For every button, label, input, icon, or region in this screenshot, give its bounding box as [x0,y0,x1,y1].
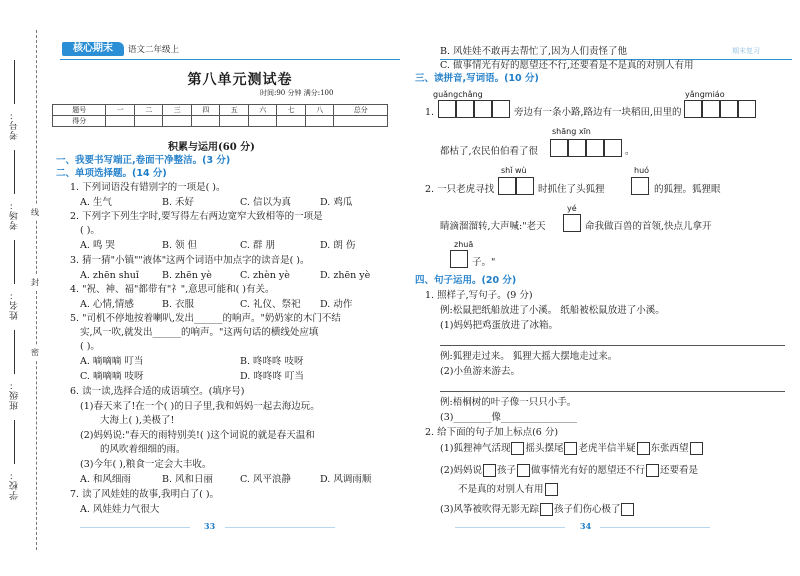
header-rule-left [60,59,400,60]
r4-question-2: 2. 给下面的句子加上标点(6 分) [425,427,559,438]
r2-text-1: 2. 一只老虎寻找 [425,184,495,195]
answer-line-2[interactable] [440,391,785,392]
score-cell: 七 [277,105,306,116]
page-bar-right-b [600,527,710,528]
punct-box[interactable] [646,464,659,477]
score-cell: 六 [248,105,277,116]
answer-box[interactable] [684,100,702,118]
answer-box[interactable] [738,100,756,118]
school-line[interactable] [14,420,15,464]
q2-option-a[interactable]: A. 鸣 哭 [80,240,115,251]
score-cell: 二 [134,105,163,116]
answer-box[interactable] [498,177,516,195]
pinyin-shiwu: shǐ wù [501,166,527,175]
punct-1-part-3: 老虎半信半疑 [578,443,636,454]
q3-option-a[interactable]: A. zhēn shuǐ [80,270,139,281]
answer-box[interactable] [456,100,474,118]
r1-text: 旁边有一条小路,路边有一块稻田,田里的 [514,107,682,118]
score-input[interactable] [248,116,277,127]
score-cell: 一 [106,105,135,116]
brand-subtitle: 语文二年级上 [128,45,180,55]
r2-text-2: 时抓住了头狐狸 [538,184,605,195]
question-6-1-line2: 大海上( ),美极了! [100,415,175,426]
r4-prompt-1: (1)妈妈把鸡蛋放进了冰箱。 [440,320,558,331]
cut-line [36,30,37,550]
page-number-right: 34 [580,521,592,531]
pinyin-shangxin: shāng xīn [552,127,591,136]
question-3: 3. 猜一猜"小镇""液体"这两个词语中加点字的读音是( )。 [70,255,310,266]
section-1-title: 一、我要书写端正,卷面干净整洁。(3 分) [56,155,231,166]
section-2-title: 二、单项选择题。(14 分) [56,168,167,179]
punct-sentence-1 [440,442,704,455]
punct-sentence-3 [440,503,635,516]
question-6-2: (2)妈妈说:"春天的雨特别美!( )这个词说的就是春天温和 [80,430,315,441]
q1-option-a[interactable]: A. 生气 [80,197,112,208]
score-cell: 五 [220,105,249,116]
question-6-3: (3)今年( ),粮食一定会大丰收。 [80,459,212,470]
answer-box[interactable] [438,100,456,118]
score-input[interactable] [163,116,192,127]
question-2-blank: ( )。 [80,225,100,236]
answer-box[interactable] [720,100,738,118]
question-7: 7. 读了风娃娃的故事,我明白了( )。 [70,489,220,500]
punct-box[interactable] [621,503,634,516]
q5-option-d[interactable]: D. 咚咚咚 叮当 [240,371,304,382]
score-input[interactable] [277,116,306,127]
answer-box[interactable] [550,139,568,157]
page-bar-left-a [80,527,190,528]
name-line[interactable] [14,240,15,284]
q4-option-c[interactable]: C. 礼仪、祭祀 [240,299,301,310]
punct-1-part-4: 东张西望 [650,443,689,454]
answer-box[interactable] [604,139,622,157]
label-school: 学校： [10,470,20,500]
r4-question-1: 1. 照样子,写句子。(9 分) [425,290,533,301]
q1-option-c[interactable]: C. 信以为真 [240,197,291,208]
label-class: 班级： [10,380,20,410]
r1-number: 1. [425,107,435,118]
label-exam-room: 考场： [10,200,20,230]
pinyin-yangmiao: yǎngmiáo [685,90,725,99]
q2-option-c[interactable]: C. 群 朋 [240,240,275,251]
q6-option-b[interactable]: B. 风和日丽 [162,474,214,485]
score-input[interactable] [191,116,220,127]
q6-option-d[interactable]: D. 风调雨顺 [320,474,372,485]
punct-1-part-2: 摇头摆尾 [525,443,564,454]
answer-box[interactable] [586,139,604,157]
pinyin-huo: huó [634,166,650,175]
score-input[interactable] [134,116,163,127]
brand-logo: 核心期末 [62,42,124,56]
q1-option-d[interactable]: D. 鸡瓜 [320,197,353,208]
punct-sentence-2 [440,464,698,477]
class-line[interactable] [14,330,15,374]
binding-margin [0,0,58,576]
punct-2-part-4: 还要看是 [660,465,699,476]
q6-option-c[interactable]: C. 风平浪静 [240,474,291,485]
exam-title: 第八单元测试卷 [187,72,293,88]
q6-option-a[interactable]: A. 和风细雨 [80,474,131,485]
q5-option-c[interactable]: C. 嘀嘀嘀 吱呀 [80,371,144,382]
page-bar-left-b [225,527,335,528]
score-input[interactable] [334,116,388,127]
page-number-left: 33 [204,521,216,531]
q2-option-d[interactable]: D. 朗 伤 [320,240,356,251]
question-5-line3: ( )。 [80,341,100,352]
q7-option-b[interactable]: B. 风娃娃不敢再去帮忙了,因为人们责怪了他 [440,46,628,57]
punct-2-part-3: 做事情光有好的愿望还不行 [530,465,645,476]
cut-mark-secret: 密 [31,345,39,360]
r1-end: 。 [625,146,635,157]
punct-box[interactable] [545,483,558,496]
punct-box[interactable] [540,503,553,516]
r4-prompt-3[interactable]: (3)________像________________ [440,412,577,423]
q5-option-a[interactable]: A. 嘀嘀嘀 叮当 [80,356,144,367]
punct-box[interactable] [564,442,577,455]
r2-text-6: 子。" [472,257,496,268]
exam-number-line[interactable] [14,60,15,104]
q5-option-b[interactable]: B. 咚咚咚 吱呀 [240,356,304,367]
score-table-score-row [53,116,388,127]
brand-header [62,42,182,58]
punct-2-part-5: 不是真的对别人有用 [458,484,544,495]
q3-option-c[interactable]: C. zhèn yè [240,270,290,281]
cut-mark-seal: 封 [31,275,39,290]
answer-box[interactable] [568,139,586,157]
score-cell: 题号 [53,105,106,116]
punct-3-part-2: 孩子们伤心极了 [553,504,621,515]
question-6: 6. 读一读,选择合适的成语填空。(填序号) [70,386,245,397]
question-5: 5. "司机不停地按着喇叭,发出______的响声。"奶奶家的木门不结 [70,313,341,324]
question-6-2-line2: 的风吹着细细的雨。 [100,444,186,455]
punct-1-part-1: (1)狐狸神气活现 [440,443,511,454]
punct-2-part-1: (2)妈妈说 [440,465,482,476]
r2-text-3: 的狐狸。狐狸眼 [654,184,721,195]
punct-box[interactable] [511,442,524,455]
score-cell: 八 [305,105,334,116]
page-bar-right-a [455,527,565,528]
pinyin-ye: yé [567,204,577,213]
q4-option-a[interactable]: A. 心情,情感 [80,299,134,310]
cut-mark-line: 线 [31,205,39,220]
question-2: 2. 下列字下列生字时,要写得左右两边宽窄大致相等的一项是 [70,211,323,222]
q4-option-b[interactable]: B. 衣服 [162,299,195,310]
score-input[interactable] [220,116,249,127]
answer-box[interactable] [631,177,649,195]
q2-option-b[interactable]: B. 领 但 [162,240,198,251]
score-input[interactable] [106,116,135,127]
r2-text-5: 命我做百兽的首领,快点儿拿开 [585,221,712,232]
section-4-title: 四、句子运用。(20 分) [415,275,517,286]
question-1: 1. 下列词语没有错别字的一项是( )。 [70,182,226,193]
part-title: 积累与运用(60 分) [168,142,255,153]
time-info: 时间:90 分钟 满分:100 [260,89,334,97]
pinyin-zhua: zhuā [454,240,474,249]
punct-3-part-1: (3)风筝被吹得无影无踪 [440,504,539,515]
answer-box[interactable] [516,177,534,195]
punct-2-part-2: 孩子 [496,465,516,476]
q3-option-b[interactable]: B. zhēn yè [162,270,212,281]
section-3-title: 三、读拼音,写词语。(10 分) [415,73,539,84]
label-name: 姓名： [10,290,20,320]
r4-example-1: 例:松鼠把纸船放进了小溪。 纸船被松鼠放进了小溪。 [440,305,665,316]
q3-option-d[interactable]: D. zhēn yè [320,270,371,281]
r4-example-3: 例:梧桐树的叶子像一只只小手。 [440,397,577,408]
r2-text-4: 睛滴溜溜转,大声喊:"老天 [440,221,546,232]
score-cell: 总分 [334,105,388,116]
question-4: 4. "祝、神、福"都带有"礻",意思可能和( )有关。 [70,284,275,295]
r4-example-2: 例:狐狸走过来。 狐狸大摇大摆地走过来。 [440,351,618,362]
punct-box[interactable] [637,442,650,455]
exam-room-line[interactable] [14,150,15,194]
r1-text-2: 都枯了,农民伯伯看了很 [440,146,539,157]
question-5-line2: 实,风一吹,就发出______的响声。"这两句话的横线处应填 [80,327,319,338]
score-table [52,104,388,127]
answer-box[interactable] [474,100,492,118]
punct-box[interactable] [517,464,530,477]
label-exam-number: 考号： [10,110,20,140]
answer-box[interactable] [702,100,720,118]
answer-line-1[interactable] [440,345,785,346]
q1-option-b[interactable]: B. 禾好 [162,197,195,208]
pinyin-guangchang: guǎngchǎng [433,90,483,99]
header-right-tag: 期末复习 [732,47,760,55]
r4-prompt-2: (2)小鱼游来游去。 [440,366,520,377]
q4-option-d[interactable]: D. 动作 [320,299,353,310]
punct-box[interactable] [483,464,496,477]
q7-option-c[interactable]: C. 做事情光有好的愿望还不行,还要看是不是真的对别人有用 [440,60,694,71]
answer-box[interactable] [563,214,581,232]
question-6-1: (1)春天来了!在一个( )的日子里,我和妈妈一起去海边玩。 [80,401,320,412]
punct-box[interactable] [690,442,703,455]
score-cell: 得分 [53,116,106,127]
punct-sentence-2-line2 [458,483,559,496]
score-input[interactable] [305,116,334,127]
answer-box[interactable] [450,250,468,268]
score-cell: 三 [163,105,192,116]
score-table-header-row [53,105,388,116]
score-cell: 四 [191,105,220,116]
q7-option-a[interactable]: A. 风娃娃力气很大 [80,504,160,515]
answer-box[interactable] [492,100,510,118]
